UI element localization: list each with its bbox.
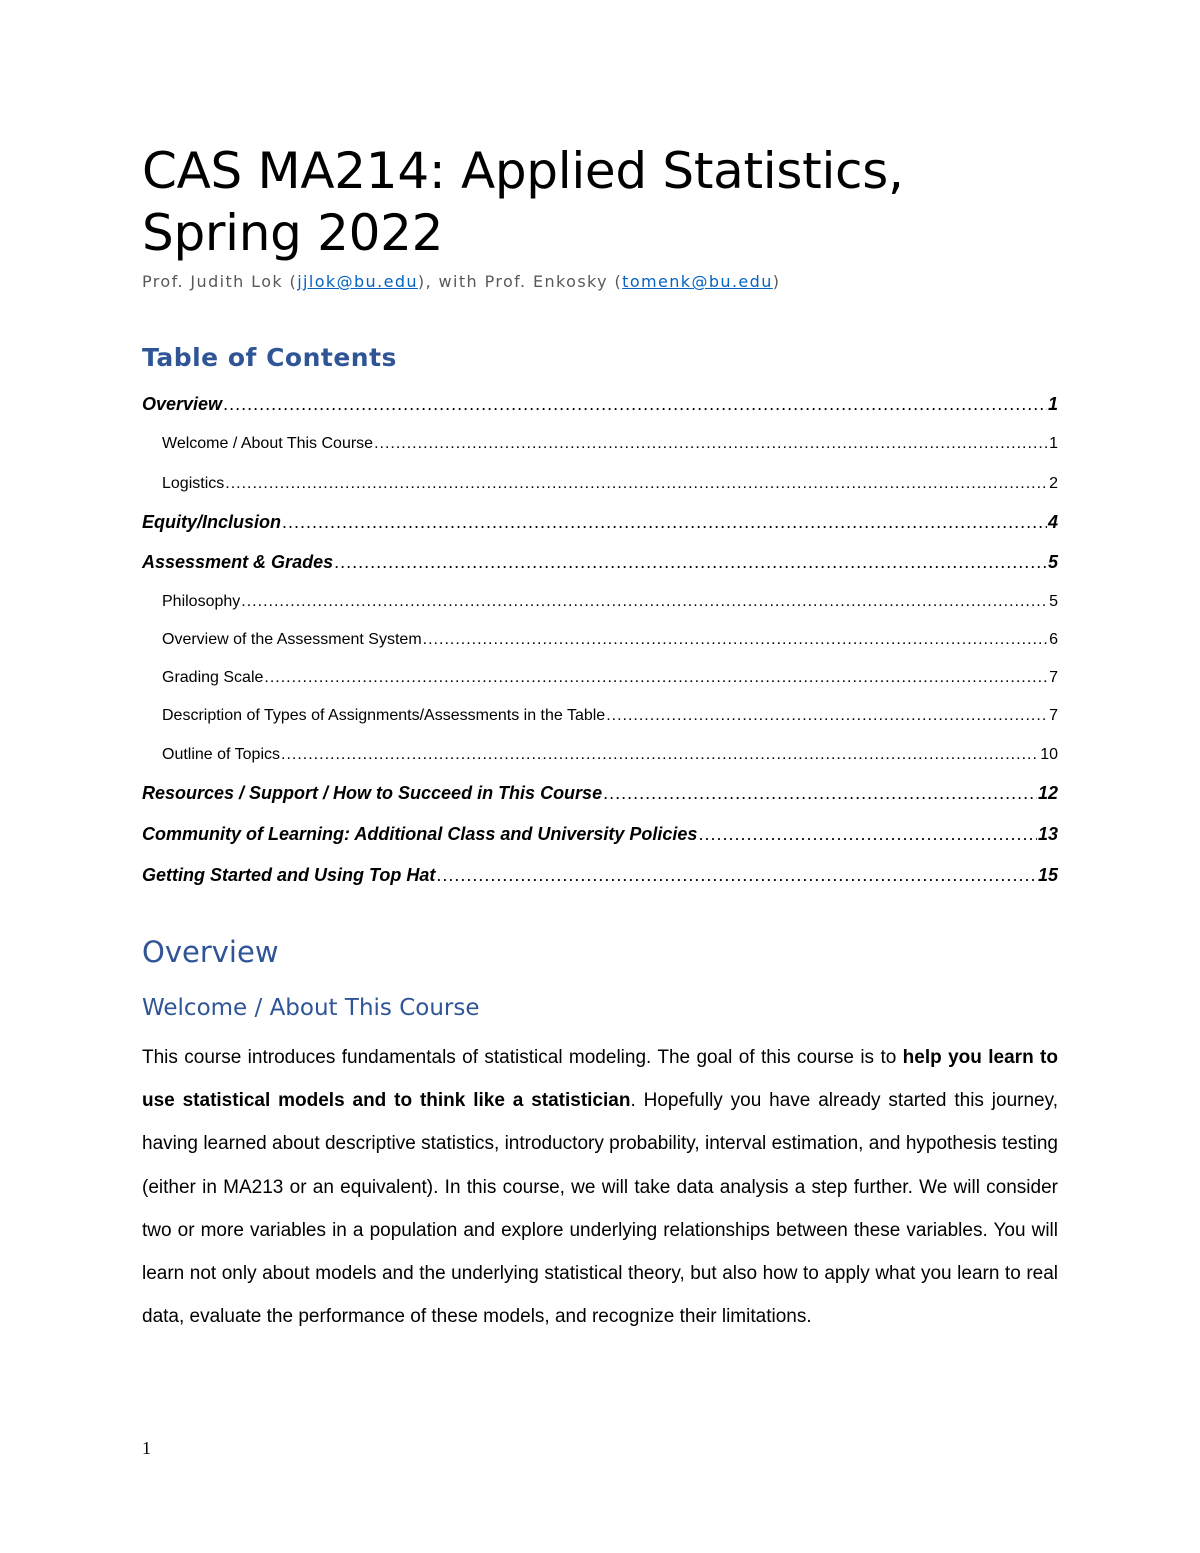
toc-entry-outline-topics[interactable] [162, 746, 1058, 764]
toc-entry-philosophy[interactable] [162, 593, 1058, 611]
page-number: 1 [142, 1438, 151, 1458]
toc-entry-overview[interactable] [142, 394, 1058, 415]
toc-entry-top-hat[interactable] [142, 865, 1058, 886]
toc-leader [436, 865, 1037, 886]
toc-entry-resources[interactable] [142, 783, 1058, 804]
toc-page-number: 1 [1049, 435, 1058, 452]
toc-page-number: 12 [1037, 783, 1058, 803]
paragraph-text-end: . Hopefully you have already started this journey, having learned about descriptive statistics, introductory probability, interval estimation, and hypothesis testing (either in MA213 or an equivalent). In this course, we will take data analysis a step further. We will consider two or more variables in a population and explore underlying relationships between these variables. You will learn not only about models and the underlying statistical theory, but also how to apply what you learn to real data, evaluate the performance of these models, and recognize their limitations. [142, 1090, 1058, 1328]
toc-page-number: 4 [1047, 512, 1058, 532]
toc-entry-label: Overview [142, 394, 223, 414]
toc-leader [603, 783, 1037, 804]
toc-entry-welcome[interactable] [162, 435, 1058, 453]
toc-entry-assessment-grades[interactable] [142, 552, 1058, 573]
email-link-tomenk[interactable]: tomenk@bu.edu [622, 272, 773, 291]
welcome-subheading: Welcome / About This Course [142, 995, 480, 1021]
toc-leader [241, 593, 1048, 611]
toc-page-number: 15 [1037, 865, 1058, 885]
toc-leader [423, 631, 1048, 649]
toc-entry-label: Getting Started and Using Top Hat [142, 865, 436, 885]
email-link-jjlok[interactable]: jjlok@bu.edu [297, 272, 418, 291]
toc-entry-assessment-system[interactable] [162, 631, 1058, 649]
toc-entry-grading-scale[interactable] [162, 669, 1058, 687]
toc-page-number: 13 [1037, 824, 1058, 844]
document-title [142, 140, 1058, 264]
toc-entry-community[interactable] [142, 824, 1058, 845]
author-prefix: Prof. Judith Lok ( [142, 272, 298, 291]
toc-page-number: 6 [1049, 631, 1058, 648]
toc-entry-label: Overview of the Assessment System [162, 631, 422, 648]
toc-entry-label: Philosophy [162, 593, 241, 610]
toc-entry-label: Grading Scale [162, 669, 264, 686]
toc-entry-label: Assessment & Grades [142, 552, 334, 572]
toc-page-number: 2 [1049, 475, 1058, 492]
author-line [142, 272, 780, 291]
toc-entry-label: Welcome / About This Course [162, 435, 374, 452]
toc-page-number: 7 [1049, 669, 1058, 686]
toc-page-number: 5 [1047, 552, 1058, 572]
toc-entry-equity-inclusion[interactable] [142, 512, 1058, 533]
toc-leader [225, 475, 1048, 493]
toc-page-number: 7 [1049, 707, 1058, 724]
toc-leader [606, 707, 1048, 725]
author-middle: ), with Prof. Enkosky ( [417, 272, 623, 291]
toc-entry-assignment-types[interactable] [162, 707, 1058, 725]
toc-leader [281, 746, 1039, 764]
toc-entry-label: Resources / Support / How to Succeed in This Course [142, 783, 603, 803]
title-line-1: CAS MA214: Applied Statistics, [142, 142, 904, 200]
paragraph-text-start: This course introduces fundamentals of statistical modeling. The goal of this course is to [142, 1047, 903, 1068]
overview-heading: Overview [142, 935, 279, 969]
title-line-2: Spring 2022 [142, 204, 444, 262]
author-suffix: ) [772, 272, 781, 291]
toc-leader [264, 669, 1048, 687]
course-description-paragraph [142, 1036, 1058, 1338]
toc-entry-label: Logistics [162, 475, 225, 492]
toc-leader [223, 394, 1047, 415]
toc-entry-label: Community of Learning: Additional Class and University Policies [142, 824, 698, 844]
toc-page-number: 1 [1047, 394, 1058, 414]
toc-page-number: 10 [1040, 746, 1058, 763]
toc-leader [334, 552, 1047, 573]
toc-entry-logistics[interactable] [162, 475, 1058, 493]
toc-leader [282, 512, 1047, 533]
toc-heading: Table of Contents [142, 343, 397, 372]
toc-page-number: 5 [1049, 593, 1058, 610]
toc-leader [374, 435, 1048, 453]
paragraph-bold-goal: help you learn to use statistical models and to think like a statistician [142, 1047, 1058, 1112]
toc-entry-label: Outline of Topics [162, 746, 280, 763]
toc-leader [698, 824, 1037, 845]
toc-entry-label: Equity/Inclusion [142, 512, 282, 532]
toc-entry-label: Description of Types of Assignments/Assessments in the Table [162, 707, 606, 724]
